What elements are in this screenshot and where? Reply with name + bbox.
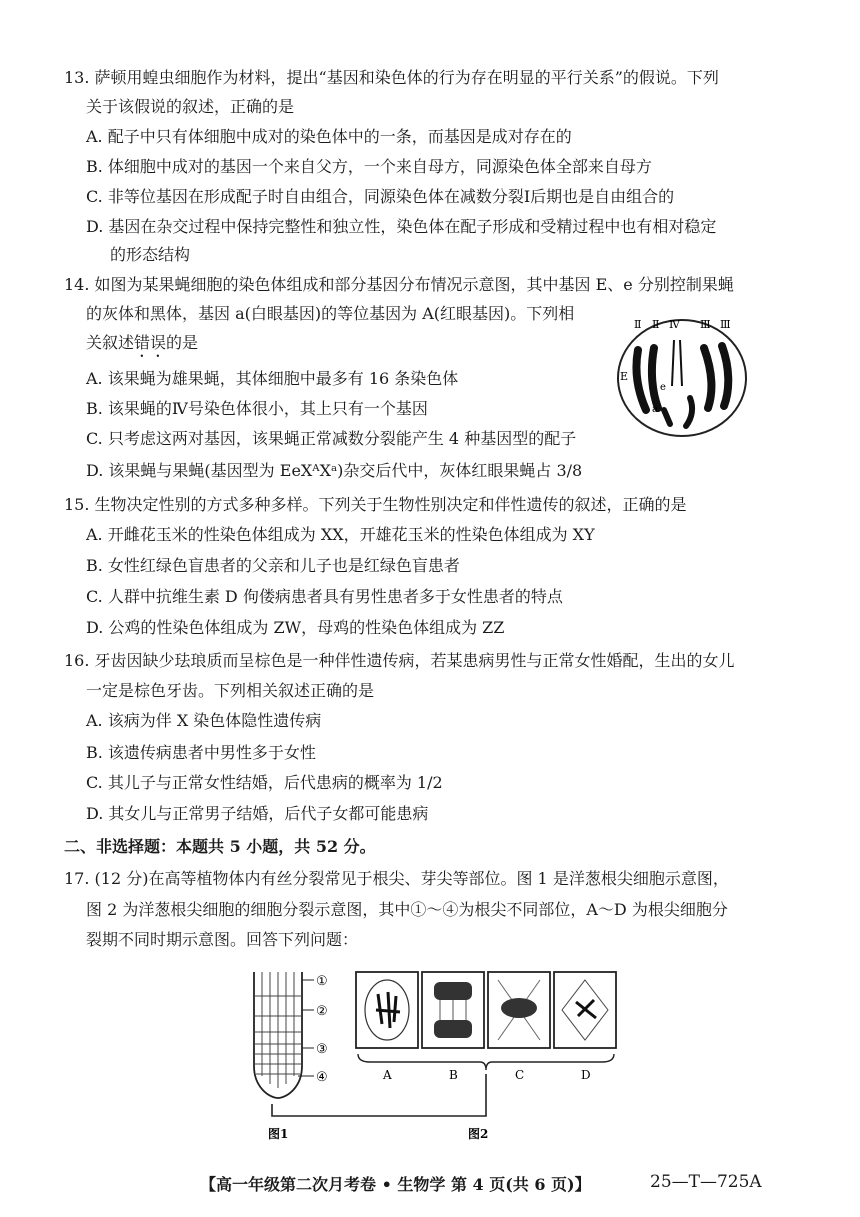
q16-option-d: D. 其女儿与正常男子结婚，后代子女都可能患病: [86, 804, 429, 823]
q16-option-c: C. 其儿子与正常女性结婚，后代患病的概率为 1/2: [86, 773, 443, 792]
label-iii-left: Ⅲ: [700, 318, 711, 331]
exam-code: 25—T—725A: [650, 1172, 762, 1192]
label-ii-right: Ⅱ: [652, 318, 660, 331]
q13-option-a: A. 配子中只有体细胞中成对的染色体中的一条，而基因是成对存在的: [86, 127, 572, 146]
chromosome-figure: [612, 312, 752, 440]
q15-option-c: C. 人群中抗维生素 D 佝偻病患者具有男性患者多于女性患者的特点: [86, 587, 563, 606]
page-footer: 【高一年级第二次月考卷 • 生物学 第 4 页(共 6 页)】: [200, 1175, 591, 1194]
q13-stem-line1: 13. 萨顿用蝗虫细胞作为材料，提出“基因和染色体的行为存在明显的平行关系”的假说。下列: [64, 68, 719, 87]
label-gene-a: a: [652, 404, 658, 415]
q14-option-d: D. 该果蝇与果蝇(基因型为 EeXᴬXᵃ)杂交后代中，灰体红眼果蝇占 3/8: [86, 461, 583, 480]
label-iv: Ⅳ: [669, 318, 680, 331]
root-tip-figure: [240, 966, 620, 1144]
q15-option-d: D. 公鸡的性染色体组成为 ZW，母鸡的性染色体组成为 ZZ: [86, 618, 505, 637]
q13-option-d-line2: 的形态结构: [110, 245, 191, 264]
label-iii-right: Ⅲ: [720, 318, 731, 331]
stage-label-d: D: [581, 1068, 591, 1082]
q13-option-b: B. 体细胞中成对的基因一个来自父方，一个来自母方，同源染色体全部来自母方: [86, 157, 652, 176]
stage-label-b: B: [449, 1068, 458, 1082]
emphasis-word: 错误: [134, 333, 167, 352]
q16-option-b: B. 该遗传病患者中男性多于女性: [86, 743, 316, 762]
figure-2-caption: 图2: [468, 1127, 489, 1141]
section-heading: 二、非选择题：本题共 5 小题，共 52 分。: [64, 837, 376, 856]
figure-1-caption: 图1: [268, 1127, 289, 1141]
root-tip-diagram: [254, 972, 328, 1098]
label-gene-e: e: [660, 382, 666, 393]
q17-stem-line1: 17. (12 分)在高等植物体内有丝分裂常见于根尖、芽尖等部位。图 1 是洋葱根尖细胞示意图，: [64, 869, 729, 888]
q14-option-c: C. 只考虑这两对基因，该果蝇正常减数分裂能产生 4 种基因型的配子: [86, 429, 577, 448]
stage-label-c: C: [515, 1068, 525, 1082]
q17-stem-line2: 图 2 为洋葱根尖细胞的细胞分裂示意图，其中①～④为根尖不同部位，A～D 为根尖细胞分: [86, 900, 728, 919]
label-part-3: ③: [316, 1042, 328, 1057]
q16-stem-line2: 一定是棕色牙齿。下列相关叙述正确的是: [86, 681, 375, 700]
label-part-4: ④: [316, 1070, 328, 1085]
cell-division-stages: [356, 972, 616, 1082]
label-part-2: ②: [316, 1004, 328, 1019]
q14-stem-line2: 的灰体和黑体，基因 a(白眼基因)的等位基因为 A(红眼基因)。下列相: [86, 304, 575, 323]
label-part-1: ①: [316, 974, 328, 989]
q16-option-a: A. 该病为伴 X 染色体隐性遗传病: [86, 711, 322, 730]
q14-option-a: A. 该果蝇为雄果蝇，其体细胞中最多有 16 条染色体: [86, 369, 459, 388]
q16-stem-line1: 16. 牙齿因缺少珐琅质而呈棕色是一种伴性遗传病，若某患病男性与正常女性婚配，生出的女儿: [64, 651, 735, 670]
q14-stem-line3: 关叙述错误的是: [86, 333, 199, 352]
stage-label-a: A: [383, 1068, 392, 1082]
q14-option-b: B. 该果蝇的Ⅳ号染色体很小，其上只有一个基因: [86, 399, 428, 418]
q14-stem-line1: 14. 如图为某果蝇细胞的染色体组成和部分基因分布情况示意图，其中基因 E、e 分别控制果蝇: [64, 275, 734, 294]
q15-stem: 15. 生物决定性别的方式多种多样。下列关于生物性别决定和伴性遗传的叙述，正确的是: [64, 495, 687, 514]
q13-option-c: C. 非等位基因在形成配子时自由组合，同源染色体在减数分裂Ⅰ后期也是自由组合的: [86, 187, 675, 206]
q15-option-a: A. 开雌花玉米的性染色体组成为 XX，开雄花玉米的性染色体组成为 XY: [86, 525, 595, 544]
q15-option-b: B. 女性红绿色盲患者的父亲和儿子也是红绿色盲患者: [86, 556, 460, 575]
q17-stem-line3: 裂期不同时期示意图。回答下列问题：: [86, 930, 359, 949]
label-ii-left: Ⅱ: [634, 318, 642, 331]
label-gene-E: E: [620, 370, 629, 383]
q13-option-d-line1: D. 基因在杂交过程中保持完整性和独立性，染色体在配子形成和受精过程中也有相对稳定: [86, 217, 717, 236]
q13-stem-line2: 关于该假说的叙述，正确的是: [86, 97, 295, 116]
